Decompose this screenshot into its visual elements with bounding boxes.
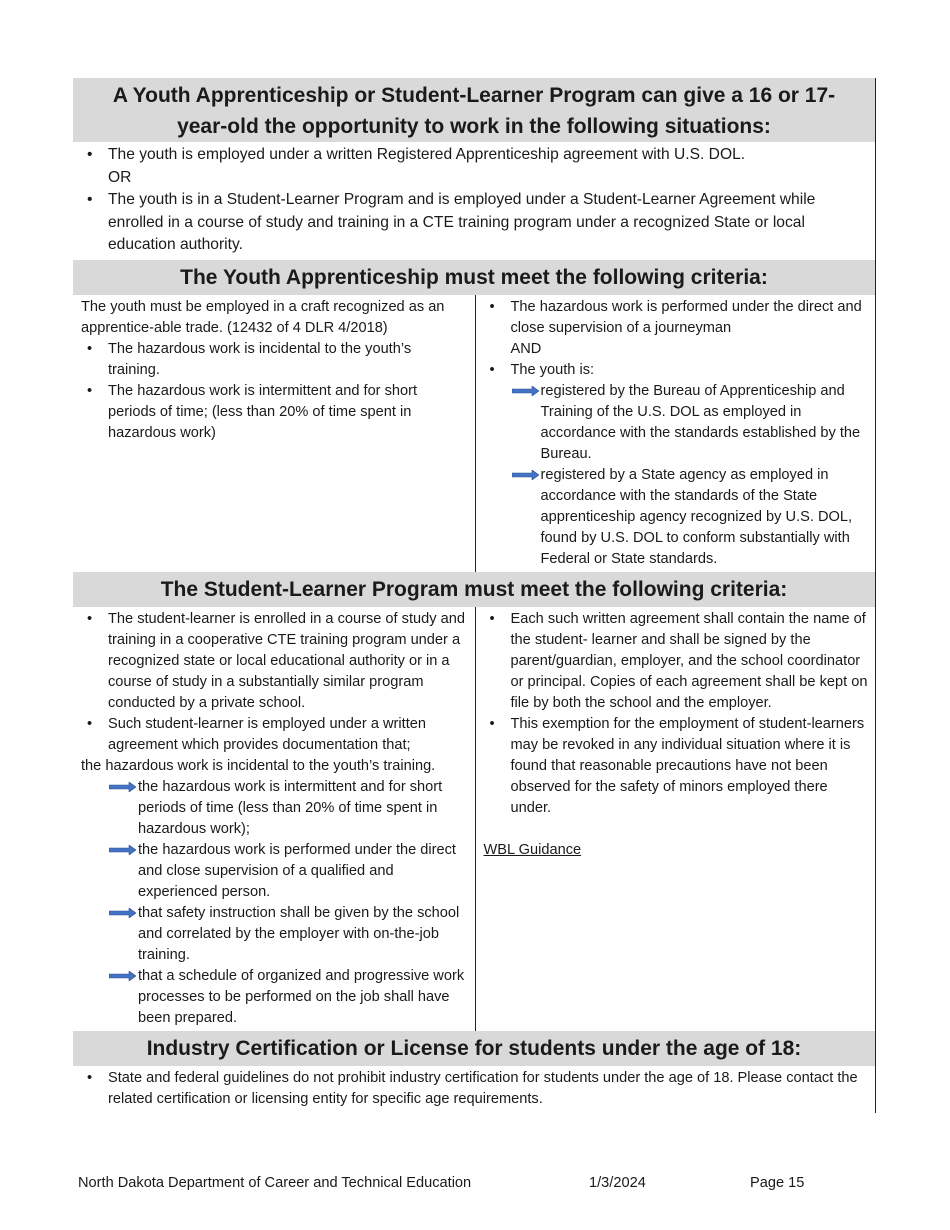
arrow-list-item (484, 465, 870, 570)
paragraph-text: the hazardous work is incidental to the youth’s training. (81, 757, 436, 774)
list-item-text: The youth is employed under a written Registered Apprenticeship agreement with U.S. DOL. (108, 146, 746, 163)
arrow-right-icon (109, 971, 136, 981)
arrow-right-icon (109, 782, 136, 792)
footer-page-number: Page 15 (750, 1175, 805, 1191)
arrow-item-text: registered by the Bureau of Apprenticeship and Training of the U.S. DOL as employed in accordance with the standards established by the Bureau. (540, 382, 861, 462)
section-title-youth-apprenticeship: The Youth Apprenticeship must meet the following criteria: (73, 260, 875, 295)
document-page (73, 78, 876, 1113)
arrow-right-icon (512, 470, 539, 480)
arrow-list-item (81, 840, 467, 903)
arrow-item-text: the hazardous work is performed under the direct and close supervision of a qualified and experienced person. (138, 841, 456, 900)
arrow-item-text: that a schedule of organized and progressive work processes to be performed on the job shall have been prepared. (138, 967, 465, 1026)
wbl-guidance-link[interactable]: WBL Guidance (483, 841, 582, 858)
list-item: • State and federal guidelines do not prohibit industry certification for students under the age of 18. Please contact the related certification or licensing entity for specific age requirements. (81, 1068, 867, 1110)
section-title-industry-certification: Industry Certification or License for students under the age of 18: (73, 1031, 875, 1066)
right-column (476, 295, 876, 572)
left-column (73, 607, 476, 1031)
arrow-item-text: the hazardous work is intermittent and for short periods of time (less than 20% of time spent in hazardous work); (138, 778, 443, 837)
arrow-item-text: registered by a State agency as employed in accordance with the standards of the State apprenticeship agency recognized by U.S. DOL, found by U.S. DOL to conform substantially with Federal or State standards. (540, 466, 853, 567)
section-title-student-learner: The Student-Learner Program must meet the following criteria: (73, 572, 875, 607)
section-opportunity (73, 78, 876, 260)
intro-text: The youth must be employed in a craft recognized as an apprentice-able trade. (12432 of 4 DLR 4/2018) (81, 298, 445, 336)
footer-date: 1/3/2024 (589, 1175, 646, 1191)
arrow-list-item (81, 966, 467, 1029)
and-label: AND (510, 340, 542, 357)
section-student-learner (73, 572, 876, 607)
arrow-right-icon (109, 908, 136, 918)
section-industry-certification (73, 1031, 876, 1113)
arrow-right-icon (109, 845, 136, 855)
list-item: • This exemption for the employment of student-learners may be revoked in any individual situation where it is found that reasonable precautions have not been observed for the safety of minors employed there under. (484, 714, 870, 819)
youth-apprenticeship-columns (73, 295, 876, 572)
list-item: • The youth is in a Student-Learner Program and is employed under a Student-Learner Agreement while enrolled in a course of study and training in a CTE training program under a recognized State or local education authority. (81, 189, 867, 257)
list-item: • The hazardous work is incidental to the youth’s training. (81, 339, 467, 381)
list-item: • Such student-learner is employed under a written agreement which provides documentation that; (81, 714, 467, 756)
list-item (81, 144, 867, 189)
section-title-opportunity: A Youth Apprenticeship or Student-Learner Program can give a 16 or 17-year-old the opportunity to work in the following situations: (73, 78, 875, 142)
left-column (73, 295, 476, 572)
arrow-list-item (484, 381, 870, 465)
arrow-item-text: that safety instruction shall be given by the school and correlated by the employer with on-the-job training. (138, 904, 460, 963)
list-item (484, 297, 870, 360)
list-item: • The youth is: (484, 360, 870, 381)
right-column (476, 607, 876, 1031)
list-item: • The hazardous work is intermittent and for short periods of time; (less than 20% of time spent in hazardous work) (81, 381, 467, 444)
arrow-list-item (81, 903, 467, 966)
arrow-right-icon (512, 386, 539, 396)
footer-organization: North Dakota Department of Career and Technical Education (78, 1175, 472, 1191)
or-label: OR (108, 168, 132, 186)
arrow-list-item (81, 777, 467, 840)
list-item: • The student-learner is enrolled in a course of study and training in a cooperative CTE training program under a recognized state or local educational authority or in a course of study in a substantially similar program conducted by a private school. (81, 609, 467, 714)
list-item-text: The hazardous work is performed under the direct and close supervision of a journeyman (510, 298, 862, 336)
section-youth-apprenticeship (73, 260, 876, 295)
list-item: • Each such written agreement shall contain the name of the student- learner and shall be signed by the parent/guardian, employer, and the school coordinator or principal. Copies of each agreement shall be kept on file by both the school and the employer. (484, 609, 870, 714)
student-learner-columns (73, 607, 876, 1031)
